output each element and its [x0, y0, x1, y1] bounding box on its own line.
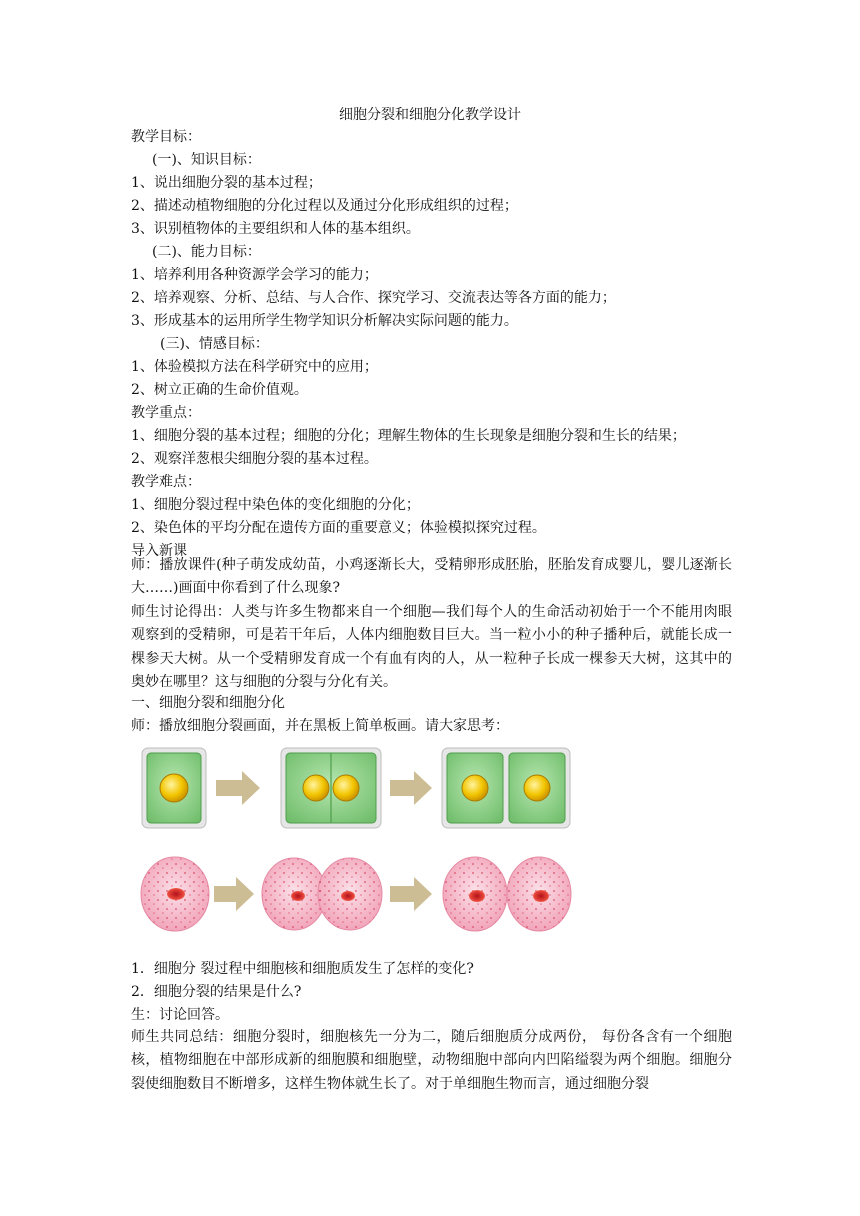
plant-cell-stage-3	[442, 748, 570, 828]
plant-cell-stage-1	[142, 748, 206, 828]
key-points-heading: 教学重点：	[131, 405, 201, 421]
ability-item-3: 3、形成基本的运用所学生物学知识分析解决实际问题的能力。	[131, 313, 518, 329]
question-1: 1．细胞分 裂过程中细胞核和细胞质发生了怎样的变化?	[131, 961, 474, 977]
document-title: 细胞分裂和细胞分化教学设计	[339, 107, 521, 123]
intro-heading: 导入新课	[131, 543, 187, 559]
ability-item-1: 1、培养利用各种资源学会学习的能力；	[131, 267, 378, 283]
knowledge-item-1: 1、说出细胞分裂的基本过程；	[131, 175, 322, 191]
arrow-icon	[214, 877, 254, 911]
arrow-icon	[390, 771, 432, 805]
knowledge-item-3: 3、识别植物体的主要组织和人体的基本组织。	[131, 221, 420, 237]
difficult-point-2: 2、染色体的平均分配在遗传方面的重要意义；体验模拟探究过程。	[131, 520, 546, 536]
key-point-2: 2、观察洋葱根尖细胞分裂的基本过程。	[131, 451, 378, 467]
animal-cell-stage-2	[262, 858, 382, 930]
difficult-points-heading: 教学难点：	[131, 474, 201, 490]
student-response: 生：讨论回答。	[131, 1007, 229, 1023]
goals-heading: 教学目标：	[131, 129, 201, 145]
ability-heading: (二)、能力目标：	[152, 244, 261, 260]
difficult-point-1: 1、细胞分裂过程中染色体的变化细胞的分化；	[131, 497, 420, 513]
emotion-item-1: 1、体验模拟方法在科学研究中的应用；	[131, 359, 378, 375]
animal-cell-stage-3	[443, 857, 571, 931]
intro-paragraph-1: 师：播放课件(种子萌发成幼苗，小鸡逐渐长大，受精卵形成胚胎，胚胎发育成婴儿，婴儿逐渐长大……)画面中你看到了什么现象?	[131, 557, 732, 597]
intro-paragraph-2: 师生讨论得出：人类与许多生物都来自一个细胞—我们每个人的生命活动初始于一个不能用肉眼观察到的受精卵，可是若干年后，人体内细胞数目巨大。当一粒小小的种子播种后，就能长成一棵参天大树。从一个受精卵发育成一个有血有肉的人，从一粒种子长成一棵参天大树，这其中的奥妙在哪里？这与细胞的分裂与分化有关。	[131, 604, 732, 691]
arrow-icon	[216, 771, 260, 805]
cell-division-figure	[138, 744, 578, 940]
emotion-heading: (三)、情感目标：	[160, 336, 269, 352]
knowledge-item-2: 2、描述动植物细胞的分化过程以及通过分化形成组织的过程；	[131, 198, 518, 214]
key-point-1: 1、细胞分裂的基本过程；细胞的分化；理解生物体的生长现象是细胞分裂和生长的结果；	[131, 428, 686, 444]
ability-item-2: 2、培养观察、分析、总结、与人合作、探究学习、交流表达等各方面的能力；	[131, 290, 616, 306]
arrow-icon	[390, 877, 432, 911]
emotion-item-2: 2、树立正确的生命价值观。	[131, 382, 308, 398]
section-1-paragraph: 师：播放细胞分裂画面，并在黑板上简单板画。请大家思考：	[131, 718, 509, 734]
knowledge-heading: (一)、知识目标：	[152, 152, 261, 168]
question-2: 2．细胞分裂的结果是什么?	[131, 984, 302, 1000]
summary-paragraph: 师生共同总结：细胞分裂时，细胞核先一分为二，随后细胞质分成两份， 每份各含有一个细胞核，植物细胞在中部形成新的细胞膜和细胞壁，动物细胞中部向内凹陷缢裂为两个细胞。细胞分裂使细胞数目不断增多，这样生物体就生长了。对于单细胞生物而言，通过细胞分裂	[131, 1029, 732, 1092]
section-heading-1: 一、细胞分裂和细胞分化	[131, 695, 285, 711]
animal-cell-stage-1	[141, 857, 209, 931]
plant-cell-stage-2	[281, 748, 381, 828]
